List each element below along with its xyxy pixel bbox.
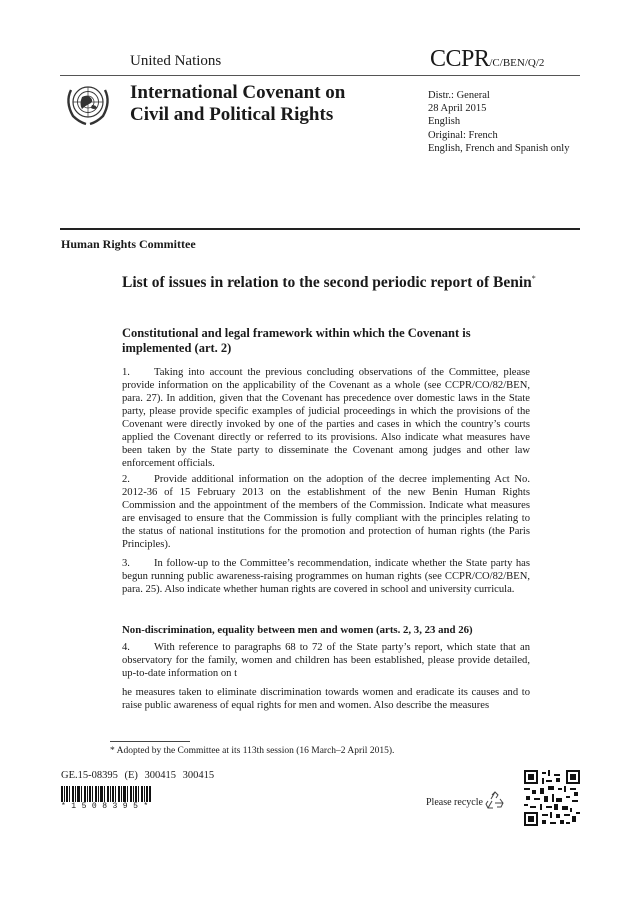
committee-name: Human Rights Committee xyxy=(61,237,196,251)
paragraph-number: 3. xyxy=(122,558,130,569)
header-rule xyxy=(60,75,580,76)
paragraph-text: In follow-up to the Committee’s recommendation, indicate whether the State party has begun running public awareness-raising programmes on human rights (see CCPR/CO/82/BEN, para. 25). Also indicate whether human rights are covered in school and university curricula. xyxy=(122,558,530,595)
paragraph-number: 4. xyxy=(122,642,130,653)
paragraph-4-continuation: he measures taken to eliminate discrimination towards women and eradicate its causes and to raise public awareness of equal rights for men and women. Also describe the measures xyxy=(122,687,530,711)
paragraph-text: Provide additional information on the adoption of the decree implementing Act No. 2012-36 of 15 February 2013 on the establishment of the new Benin Human Rights Commission and the appointment of the members of the Commission. Indicate what measures are envisaged to ensure that the Commission is fully compliant with the principles relating to the status of national institutions for the promotion and protection of human rights (the Paris Principles). xyxy=(122,474,530,550)
distribution-block xyxy=(428,89,569,155)
languages-available: English, French and Spanish only xyxy=(428,142,570,154)
recycle-icon xyxy=(484,790,506,812)
paragraph-text: Taking into account the previous concluding observations of the Committee, please provide information on the applicability of the Covenant as a whole (see CCPR/CO/82/BEN, para. 27). In addition, given that the Covenant has precedence over domestic laws in the State party, please provide specific examples of judicial proceedings in which the provisions of the Covenant were directly invoked by one of the parties and cases in which the country’s courts applied the Covenant directly or referred to its provisions. Also indicate what measures have been taken by the State party to disseminate the Covenant among judges and other law enforcement officials. xyxy=(122,367,530,469)
document-title-text: List of issues in relation to the second periodic report of Benin xyxy=(122,274,532,292)
paragraph-text: With reference to paragraphs 68 to 72 of the State party’s report, which state that an observatory for the family, women and children has been established, please provide detailed, up-to-date information on t xyxy=(122,642,530,679)
organization-name: United Nations xyxy=(130,53,222,69)
recycle-label: Please recycle xyxy=(426,797,483,808)
doc-language: English xyxy=(428,116,461,128)
paragraph-number: 1. xyxy=(122,367,130,378)
un-emblem-icon xyxy=(62,80,114,126)
footnote: * Adopted by the Committee at its 113th session (16 March–2 April 2015). xyxy=(110,746,395,756)
treaty-title xyxy=(130,82,345,126)
section-heading-2: Non-discrimination, equality between men and women (arts. 2, 3, 23 and 26) xyxy=(122,624,473,636)
section-rule xyxy=(60,228,580,230)
title-line-2: Civil and Political Rights xyxy=(130,104,334,125)
footnote-rule xyxy=(110,741,190,742)
title-line-1: International Covenant on xyxy=(130,82,346,103)
barcode-icon xyxy=(61,786,151,802)
distr-general: Distr.: General xyxy=(428,90,490,101)
footnote-marker[interactable]: * xyxy=(531,274,536,283)
document-title xyxy=(122,270,542,292)
paragraph-1 xyxy=(122,367,530,471)
paragraph-3 xyxy=(122,558,530,597)
barcode-number: *1508395* xyxy=(61,802,154,811)
section-heading-1: Constitutional and legal framework within which the Covenant is implemented (art. 2) xyxy=(122,326,471,355)
qr-code-icon xyxy=(524,770,580,826)
paragraph-2 xyxy=(122,474,530,552)
original-language: Original: French xyxy=(428,129,498,141)
job-number: GE.15-08395 (E) 300415 300415 xyxy=(61,770,215,781)
paragraph-number: 2. xyxy=(122,474,130,485)
symbol-main: CCPR xyxy=(430,46,490,72)
doc-date: 28 April 2015 xyxy=(428,103,487,115)
paragraph-4 xyxy=(122,642,530,681)
symbol-sub: /C/BEN/Q/2 xyxy=(489,57,545,69)
document-symbol xyxy=(430,46,544,73)
